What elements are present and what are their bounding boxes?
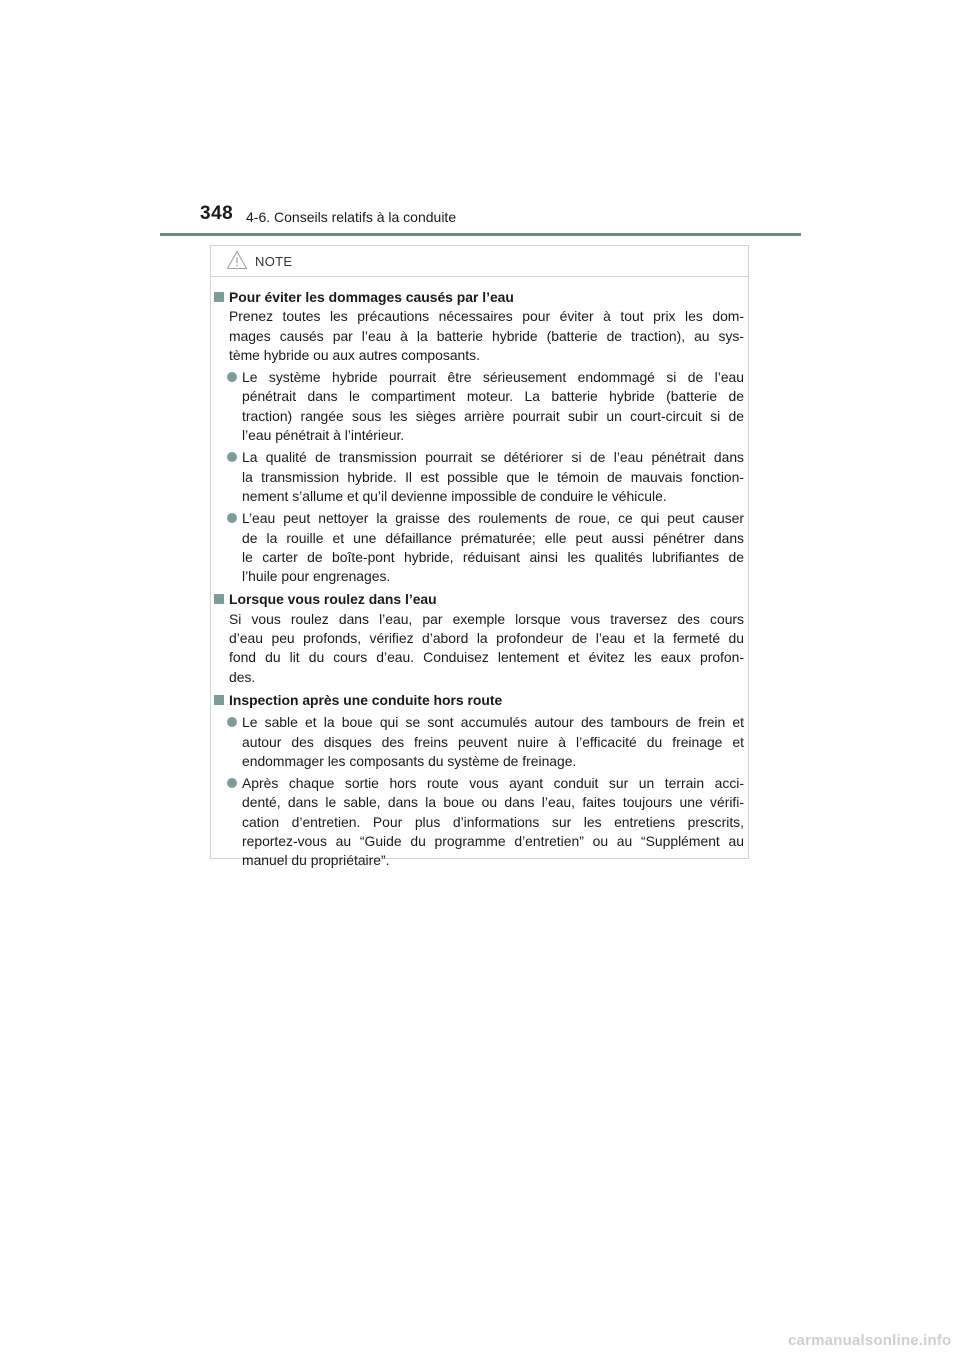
note-section [213, 590, 744, 686]
bullet-line: l’huile pour engrenages. [242, 568, 391, 585]
bullet-line: l’eau pénétrait à l’intérieur. [242, 427, 405, 444]
note-box [210, 245, 749, 869]
square-bullet-icon [214, 594, 224, 604]
section-heading-text: Lorsque vous roulez dans l’eau [229, 591, 437, 608]
section-paragraph [213, 610, 744, 687]
header-rule [160, 233, 801, 236]
square-bullet-icon [214, 695, 224, 705]
round-bullet-icon [227, 452, 237, 462]
section-title: 4-6. Conseils relatifs à la conduite [246, 209, 457, 225]
paragraph-line: fond du lit du cours d’eau. Conduisez lentement et évitez les eaux profon- [229, 649, 744, 666]
paragraph-line: Si vous roulez dans l’eau, par exemple lorsque vous traversez des cours [229, 610, 744, 627]
round-bullet-icon [227, 717, 237, 727]
section-heading-text: Inspection après une conduite hors route [229, 691, 503, 708]
bullet-line: cation d’entretien. Pour plus d’informations sur les entretiens prescrits, [242, 813, 744, 830]
warning-triangle-icon [226, 250, 248, 270]
bullet-line: la transmission hybride. Il est possible que le témoin de mauvais fonction- [242, 468, 744, 485]
watermark-logo: carmanualsonline.info [788, 1332, 952, 1349]
bullet-line: L’eau peut nettoyer la graisse des roulements de roue, ce qui peut causer [242, 510, 744, 527]
bullet-line: manuel du propriétaire”. [242, 852, 390, 869]
section-heading [213, 691, 744, 710]
bullet-line: pénétrait dans le compartiment moteur. La batterie hybride (batterie de [242, 388, 744, 405]
section-paragraph [213, 307, 744, 365]
note-label: NOTE [255, 254, 293, 269]
note-section [213, 288, 744, 586]
bullet-item [213, 713, 744, 771]
section-heading [213, 590, 744, 609]
bullet-line: endommager les composants du système de freinage. [242, 752, 577, 769]
bullet-item [213, 509, 744, 586]
round-bullet-icon [227, 372, 237, 382]
bullet-item [213, 448, 744, 506]
bullet-line: traction) rangée sous les sièges arrière pourrait subir un court-circuit si de [242, 407, 744, 424]
bullet-line: de la rouille et une défaillance prématurée; elle peut aussi pénétrer dans [242, 529, 744, 546]
paragraph-line: tème hybride ou aux autres composants. [229, 346, 480, 363]
section-heading-text: Pour éviter les dommages causés par l’eau [229, 289, 514, 305]
paragraph-line: mages causés par l’eau à la batterie hybride (batterie de traction), au sys- [229, 327, 744, 344]
bullet-line: autour des disques des freins peuvent nuire à l’efficacité du freinage et [242, 733, 744, 750]
bullet-line: nement s’allume et qu’il devienne impossible de conduire le véhicule. [242, 487, 667, 504]
page-number: 348 [200, 203, 234, 224]
bullet-item [213, 774, 744, 870]
bullet-line: Le sable et la boue qui se sont accumulés autour des tambours de frein et [242, 714, 744, 731]
bullet-line: le carter de boîte-pont hybride, réduisant ainsi les qualités lubrifiantes de [242, 548, 744, 565]
note-header [211, 246, 748, 277]
bullet-item [213, 368, 744, 445]
paragraph-line: Prenez toutes les précautions nécessaires pour éviter à tout prix les dom- [229, 308, 744, 325]
note-section [213, 691, 744, 871]
square-bullet-icon [214, 292, 224, 302]
round-bullet-icon [227, 513, 237, 523]
bullet-line: La qualité de transmission pourrait se détériorer si de l’eau pénétrait dans [242, 449, 744, 466]
bullet-line: Après chaque sortie hors route vous ayant conduit sur un terrain acci- [242, 775, 744, 792]
section-heading [213, 288, 744, 307]
bullet-line: reportez-vous au “Guide du programme d’entretien” ou au “Supplément au [242, 833, 744, 850]
paragraph-line: des. [229, 668, 256, 685]
round-bullet-icon [227, 778, 237, 788]
paragraph-line: d’eau peu profonds, vérifiez d’abord la profondeur de l’eau et la fermeté du [229, 630, 744, 647]
bullet-line: Le système hybride pourrait être sérieusement endommagé si de l’eau [242, 369, 744, 386]
note-body [213, 288, 744, 875]
bullet-line: denté, dans le sable, dans la boue ou dans l’eau, faites toujours une vérifi- [242, 794, 744, 811]
